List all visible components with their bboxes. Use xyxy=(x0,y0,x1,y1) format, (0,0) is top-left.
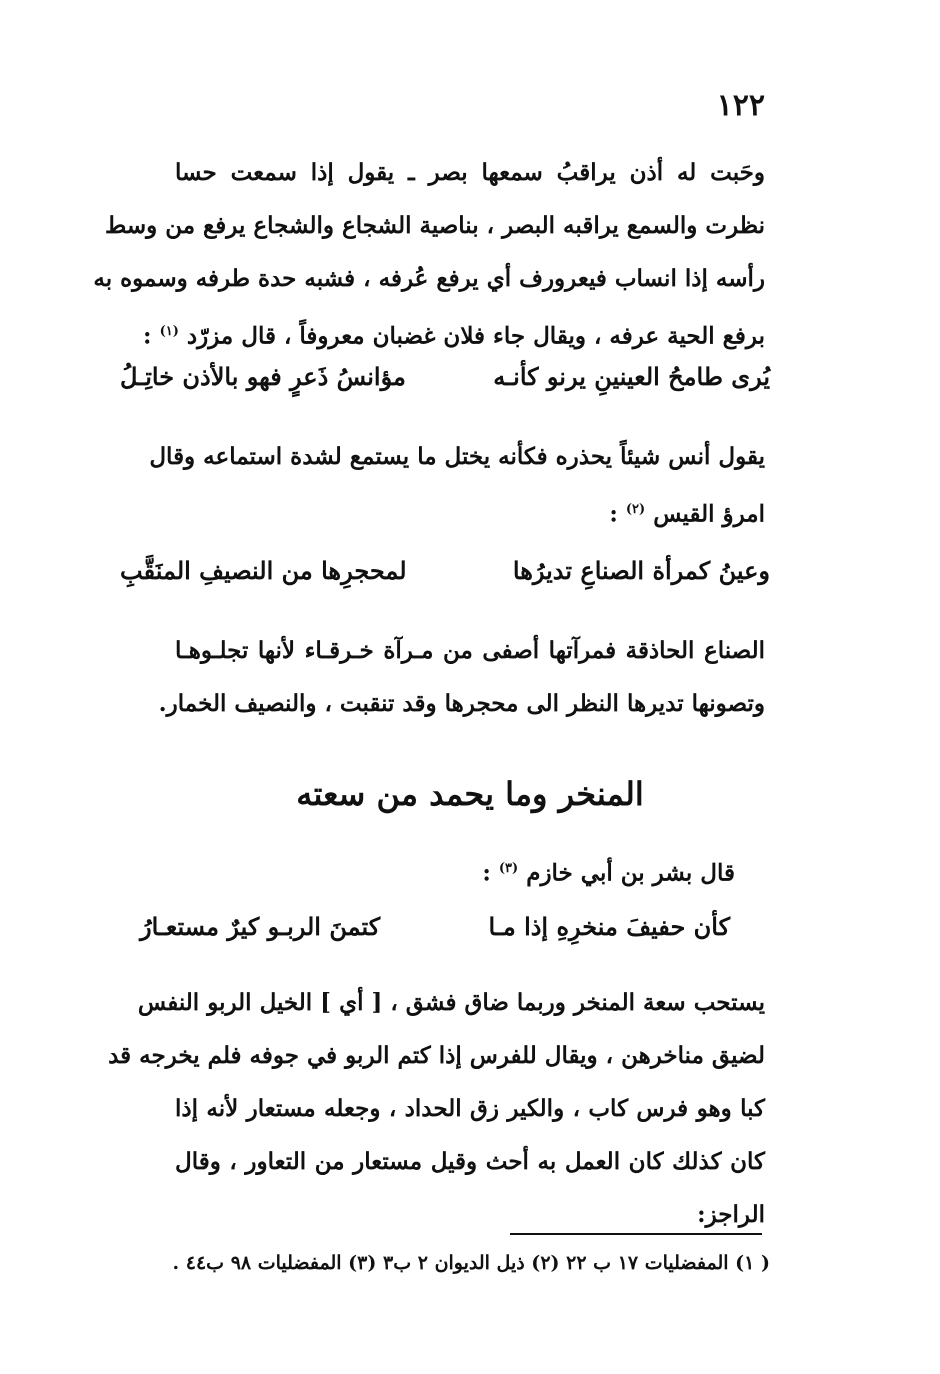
text-line: لضيق مناخرهن ، ويقال للفرس إذا كتم الربو في جوفه فلم يخرجه قد xyxy=(108,1042,765,1069)
text-line: الصناع الحاذقة فمرآتها أصفى من مـرآة خـرقـاء لأنها تجلـوهـا xyxy=(175,637,765,664)
text-segment: برفع الحية عرفه ، ويقال جاء فلان غضبان معروفاً ، قال مزرّد xyxy=(186,322,765,350)
text-line: يقول أنس شيئاً يحذره فكأنه يختل ما يستمع لشدة استماعه وقال xyxy=(149,443,765,470)
page-number: ١٢٢ xyxy=(716,88,765,123)
paragraph-2 xyxy=(149,430,765,541)
verse-second-hemistich: كتمنَ الربـو كيرٌ مستعـارُ xyxy=(140,912,381,941)
verse-2 xyxy=(120,556,770,585)
verse-3 xyxy=(140,912,730,941)
text-line xyxy=(175,842,765,900)
text-line: يستحب سعة المنخر وربما ضاق فشق ، [ أي ] الخيل الربو النفس xyxy=(137,989,765,1016)
paragraph-3 xyxy=(158,624,765,730)
text-line xyxy=(143,305,765,363)
verse-first-hemistich: كأن حفيفَ منخرِهِ إذا مـا xyxy=(488,912,730,941)
verse-second-hemistich: لمحجرِها من النصيفِ المنَقَّبِ xyxy=(120,556,407,585)
text-line: نظرت والسمع يراقبه البصر ، بناصية الشجاع والشجاع يرفع من وسط xyxy=(104,212,765,239)
text-line: وحَبت له أذن يراقبُ سمعها بصر ـ يقول إذا سمعت حسا xyxy=(175,159,765,186)
verse-first-hemistich: يُرى طامحُ العينينِ يرنو كأنـه xyxy=(493,362,770,391)
text-segment: : xyxy=(482,859,491,887)
text-segment: قال بشر بن أبي خازم xyxy=(526,859,735,887)
text-line: كان كذلك كان العمل به أحث وقيل مستعار من التعاور ، وقال xyxy=(175,1148,765,1175)
text-line xyxy=(175,483,765,541)
text-line: كبا وهو فرس كاب ، والكير زق الحداد ، وجعله مستعار لأنه إذا xyxy=(175,1095,765,1122)
paragraph-5 xyxy=(108,976,765,1241)
section-heading: المنخر وما يحمد من سعته xyxy=(296,775,644,813)
text-segment: : xyxy=(143,322,152,350)
footnote-marker: (٢) xyxy=(625,502,646,517)
text-segment: امرؤ القيس xyxy=(653,500,765,528)
text-line: رأسه إذا انساب فيعرورف أي يرفع عُرفه ، فشبه حدة طرفه وسموه به xyxy=(93,265,765,292)
footnote-marker: (٣) xyxy=(498,861,519,876)
verse-second-hemistich: مؤانسُ ذَعرٍ فهو بالأذن خاتِـلُ xyxy=(120,362,406,391)
text-line: وتصونها تديرها النظر الى محجرها وقد تنقبت ، والنصيف الخمار. xyxy=(158,690,765,717)
paragraph-4 xyxy=(175,842,765,900)
paragraph-1 xyxy=(93,146,765,363)
verse-1 xyxy=(120,362,770,391)
verse-first-hemistich: وعينُ كمرأة الصناعِ تديرُها xyxy=(512,556,770,585)
text-segment: : xyxy=(609,500,618,528)
footnotes: ( ١) المفضليات ١٧ ب ٢٢ (٢) ذيل الديوان ٢ ب٣ (٣) المفضليات ٩٨ ب٤٤ . xyxy=(172,1252,770,1274)
footnote-marker: (١) xyxy=(159,324,179,339)
text-line: الراجز: xyxy=(697,1201,765,1228)
footnote-divider xyxy=(510,1233,762,1235)
